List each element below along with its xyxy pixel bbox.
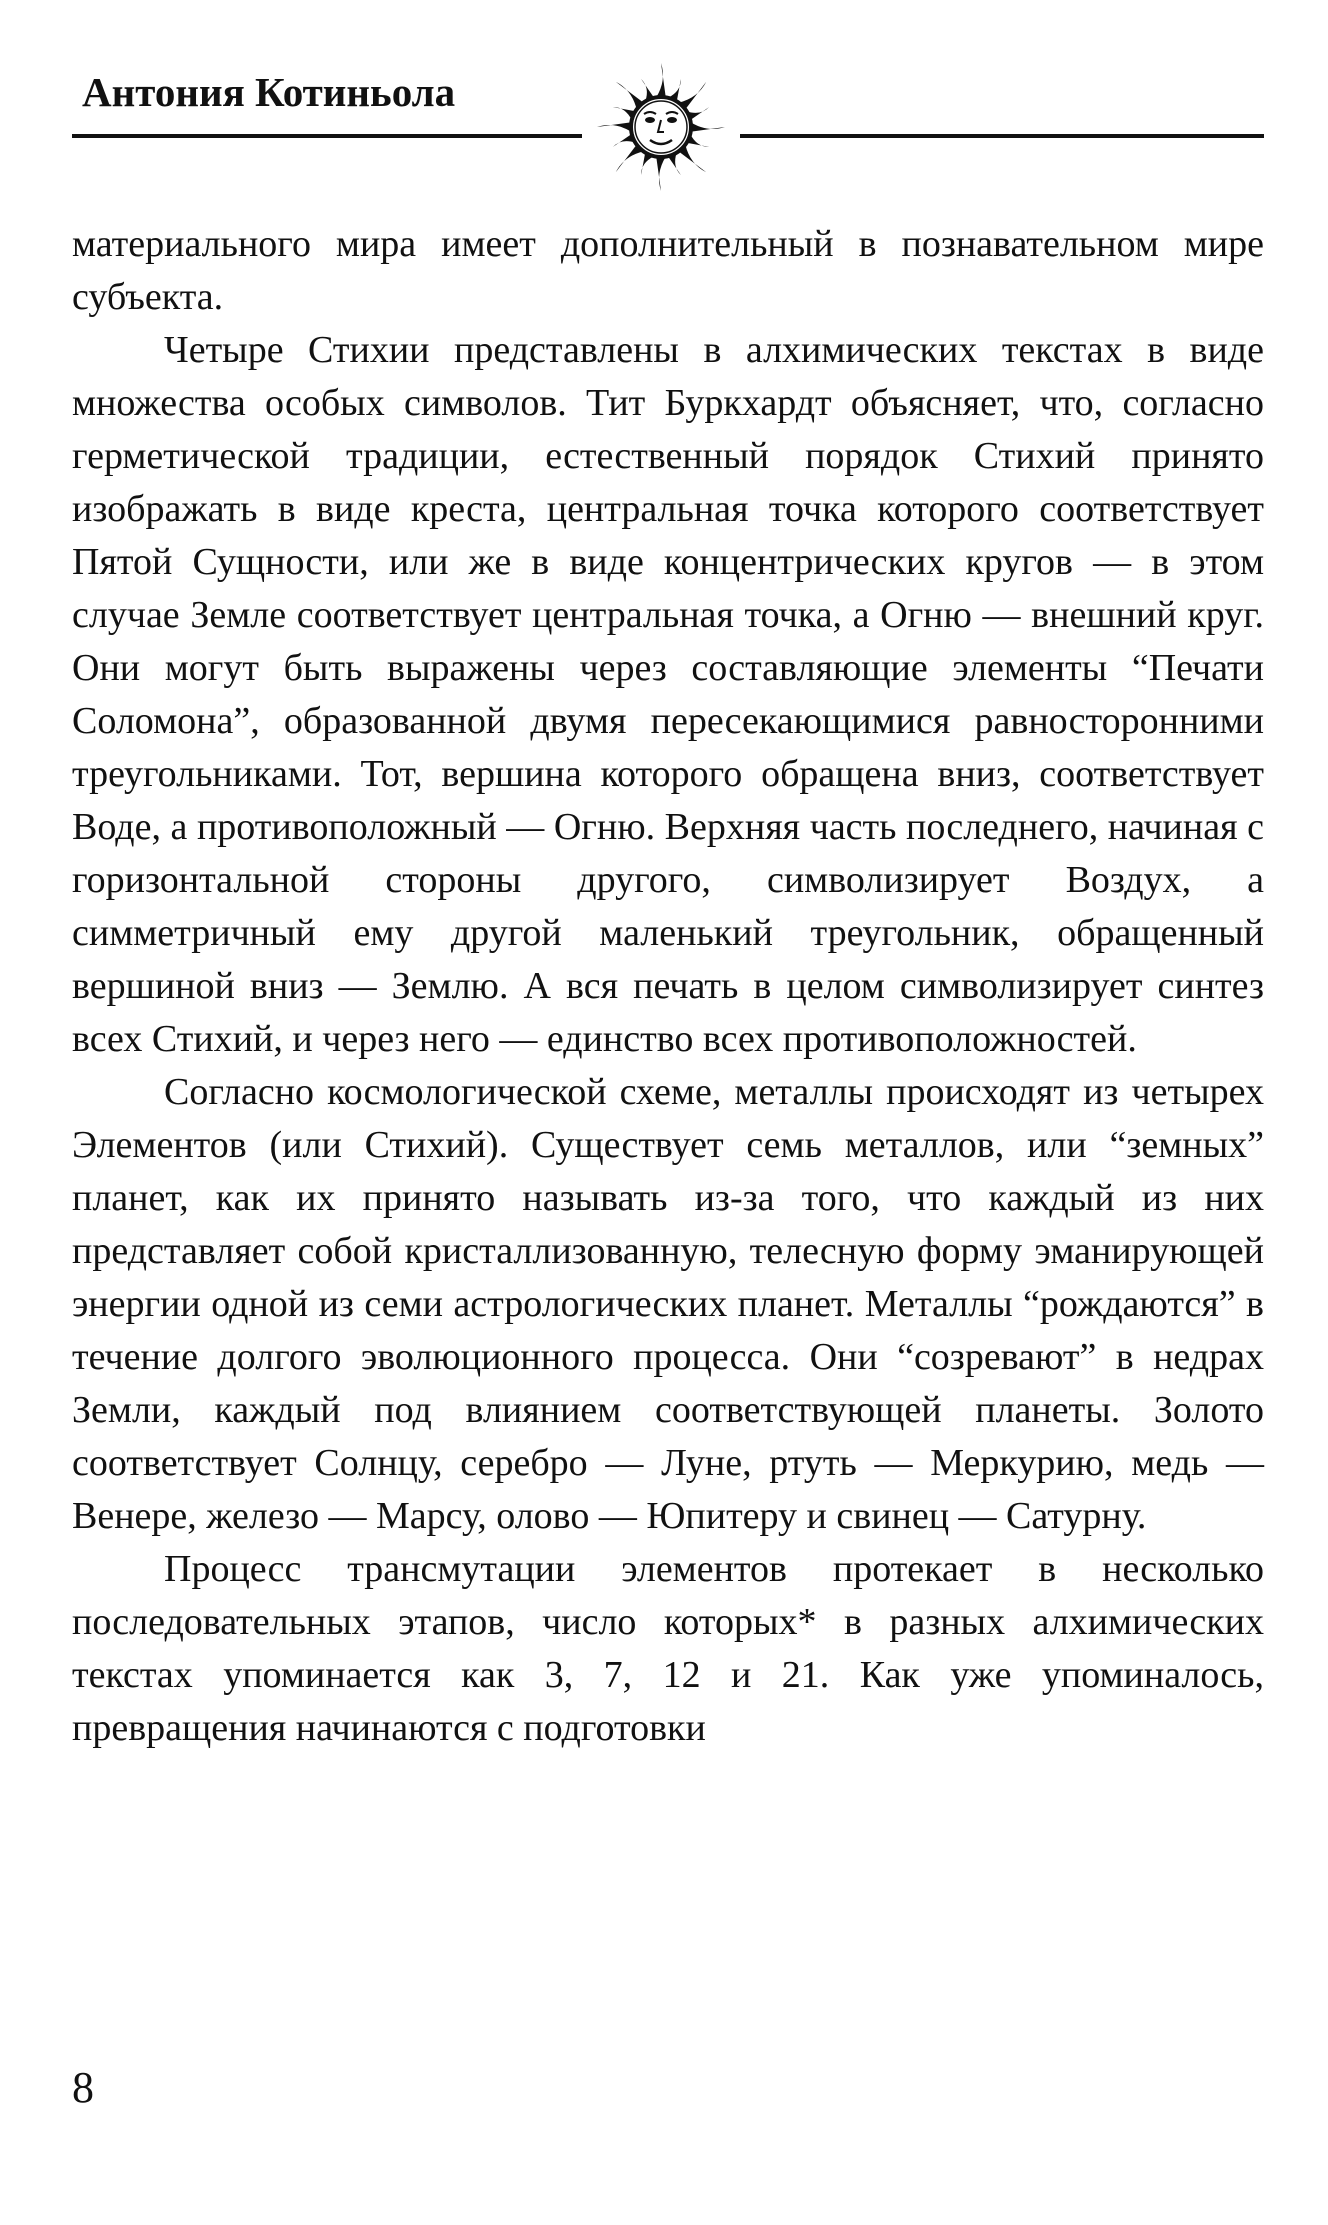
paragraph: Согласно космологической схеме, металлы происходят из четырех Элементов (или Стихий). Существует семь металлов, или “земных” планет, как их принято называть из-за того, что каждый из них представляет собой кристаллизованную, телесную форму эманирующей энергии одной из семи астрологических планет. Металлы “рождаются” в течение долгого эволюционного процесса. Они “созревают” в недрах Земли, каждый под влиянием соответствующей планеты. Золото соответствует Солнцу, серебро — Луне, ртуть — Меркурию, медь — Венере, железо — Марсу, олово — Юпитеру и свинец — Сатурну. (72, 1071, 1264, 1537)
sun-ray (597, 122, 631, 132)
paragraph: Процесс трансмутации элементов протекает в несколько последовательных этапов, число которых* в разных алхимических текстах упоминается как 3, 7, 12 и 21. Как уже упоминалось, превращения начинаются с подготовки (72, 1548, 1264, 1749)
running-header-author: Антония Котиньола (82, 69, 456, 115)
sun-ray (656, 63, 666, 97)
paragraph-continuation: материального мира имеет дополнительный в познавательном мире субъекта. (72, 223, 1264, 318)
sun-ray (691, 122, 725, 132)
page-number: 8 (72, 2063, 94, 2112)
sun-face-icon (594, 60, 728, 194)
header-rule-right (740, 134, 1264, 138)
paragraph: Четыре Стихии представлены в алхимических текстах в виде множества особых символов. Тит Буркхардт объясняет, что, согласно герметической традиции, естественный порядок Стихий принято изображать в виде креста, центральная точка которого соответствует Пятой Сущности, или же в виде концентрических кругов — в этом случае Земле соответствует центральная точка, а Огню — внешний круг. Они могут быть выражены через составляющие элементы “Печати Соломона”, образованной двумя пересекающимися равносторонними треугольниками. Тот, вершина которого обращена вниз, соответствует Воде, а противоположный — Огню. Верхняя часть последнего, начиная с горизонтальной стороны другого, символизирует Воздух, а симметричный ему другой маленький треугольник, обращенный вершиной вниз — Землю. А вся печать в целом символизирует синтез всех Стихий, и через него — единство всех противоположностей. (72, 329, 1264, 1060)
running-header (72, 60, 1264, 190)
header-rule-left (72, 134, 582, 138)
body-text (72, 218, 1264, 1755)
sun-ray (656, 157, 666, 191)
